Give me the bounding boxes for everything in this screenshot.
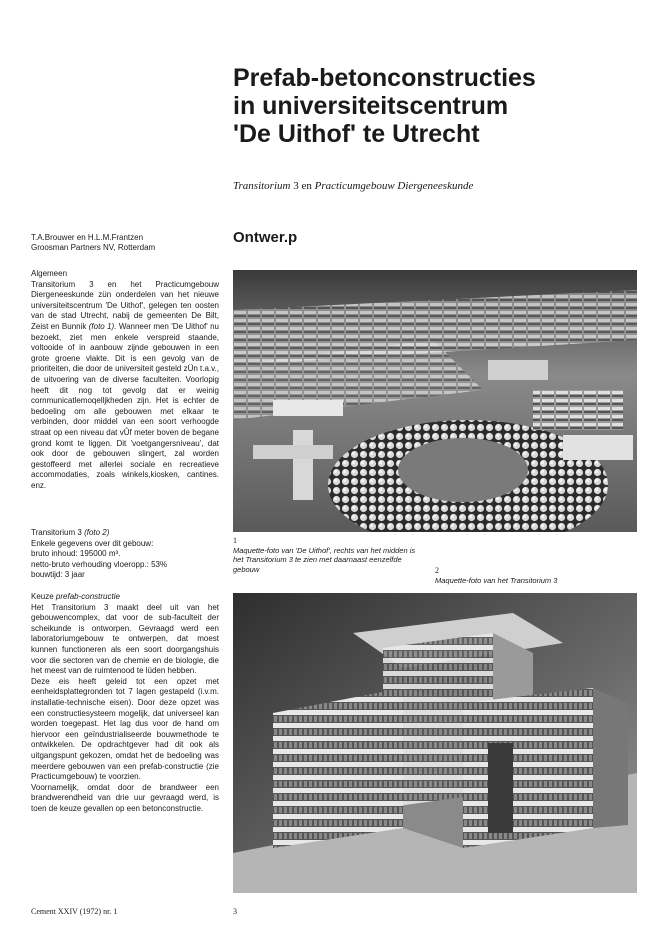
- subtitle-en: en: [301, 180, 312, 192]
- algemeen-text-main: Transitorium 3 en het Practicumgebouw Diergeneeskunde zün onderdelen van het nieuwe universiteitscentrum 'De Uithof', gelegen ten oosten van de stad Utrecht, nabij de gemeenten De Bilt, Zeist en Bunnik: [31, 279, 219, 331]
- caption-1-number: 1: [233, 536, 237, 545]
- transitorium-ref: (foto 2): [84, 528, 110, 537]
- keuze-heading-ital: prefab-constructie: [55, 592, 120, 601]
- algemeen-ref: (foto 1).: [88, 321, 117, 331]
- article-subtitle: [233, 180, 473, 192]
- caption-1-text: Maquette-foto van 'De Uithof', rechts van het midden is het Transitorium 3 te zien met daarnaast eenzelfde gebouw: [233, 545, 416, 574]
- algemeen-text-2: Wanneer men 'De Uithof' nu bezoekt, ziet men enkele verspreid staande, voltooide of in aanbouw zijnde gebouwen in een grote groene vlakte. Dit is een gevolg van de prioriteiten, die door de universiteit gesteld zÜn t.a.v., de uitvoering van de diverse faculteiten. Voorlopig heeft dit nog tot gevolg dat er weinig cornmunicatlemoqelljkheden zijn. Het is echter de bedoeling om alle gebouwen met elkaar te verbinden, door middel van een soort verhoogde straat op een niveau dat vÛf meter boven de begane grond komt te liggen. Dit 'voetgangersniveau', dat ook door de gebouwen slingert, zal worden gestoffeerd met allerlei sociale en recreatieve accommodaties, zoals winkels,kiosken, cantines. enz.: [31, 321, 220, 490]
- keuze-text-2: Deze eis heeft geleid tot een opzet met eenheidsplattegronden tot 7 lagen gestapeld (i.v.m. installatie-technische eisen). Door deze opzet was een constructiesysteem mogelijk, dat universeel kan worden toegepast. Het lag dus voor de hand om hiervoor een geïndustrialiseerde bouwmethode te ontwikkelen. De opdrachtgever had dit ook als uitgangspunt gekozen, omdat het de bedoeling was meerdere gebouwen van een prefab-constructie (zie Practicumgebouw) te voorzien.: [31, 676, 219, 782]
- transitorium-line-4: bouwtijd: 3 jaar: [31, 570, 85, 580]
- title-line-3: 'De Uithof' te Utrecht: [233, 120, 480, 148]
- photo-uithof-model: [233, 270, 637, 532]
- journal-reference: Cement XXIV (1972) nr. 1: [31, 907, 118, 916]
- section-algemeen: [31, 269, 219, 491]
- section-transitorium: [31, 528, 219, 581]
- keuze-text-3: Voornamelijk, omdat door de brandweer een brandwerendheid van drie uur gevraagd werd, is toen de keuze gevallen op een betonconstructie.: [31, 782, 219, 813]
- subtitle-num: 3: [293, 180, 299, 192]
- section-heading: Ontwer.p: [233, 229, 298, 246]
- photo-uithof-image: [233, 270, 637, 532]
- keuze-heading: [31, 592, 219, 603]
- algemeen-heading: Algemeen: [31, 269, 68, 278]
- caption-2-text: Maquette-foto van het Transitorium 3: [435, 575, 558, 585]
- transitorium-line-3: netto-bruto verhouding vloeropp.: 53%: [31, 559, 168, 569]
- caption-2-number: 2: [435, 566, 439, 575]
- caption-photo-2: [435, 566, 645, 585]
- transitorium-line-1: Enkele gegevens over dit gebouw:: [31, 538, 154, 548]
- author-affiliation: Groosman Partners NV, Rotterdam: [31, 243, 156, 252]
- photo-transitorium-image: [233, 593, 637, 893]
- transitorium-line-2: bruto inhoud: 195000 m³.: [31, 549, 121, 559]
- author-names: T.A.Brouwer en H.L.M.Frantzen: [31, 233, 144, 242]
- photo-transitorium-model: [233, 593, 637, 893]
- page-number: 3: [233, 907, 237, 916]
- title-line-1: Prefab-betonconstructies: [233, 64, 536, 92]
- transitorium-heading: [31, 528, 219, 539]
- subtitle-part1: Transitorium: [233, 180, 291, 192]
- keuze-heading-text: Keuze: [31, 592, 54, 601]
- algemeen-text: [31, 280, 219, 492]
- subtitle-part2: Practicumgebouw Diergeneeskunde: [314, 180, 474, 192]
- authors: [31, 233, 155, 253]
- title-line-2: in universiteitscentrum: [233, 92, 509, 120]
- caption-photo-1: [233, 536, 421, 574]
- transitorium-heading-text: Transitorium 3: [31, 528, 82, 537]
- section-keuze: [31, 592, 219, 814]
- keuze-text: Het Transitorium 3 maakt deel uit van het gebouwencomplex, dat voor de sub-faculteit der scheikunde is ontworpen. Gevraagd werd een laboratoriumgebouw te ontwerpen, dat moest kunnen functioneren als een soort doorgangshuis voor die sectoren van de chemie en de biologie, die het meest van de ruimtenood te lüden hebben.: [31, 602, 219, 676]
- article-title: [233, 64, 653, 148]
